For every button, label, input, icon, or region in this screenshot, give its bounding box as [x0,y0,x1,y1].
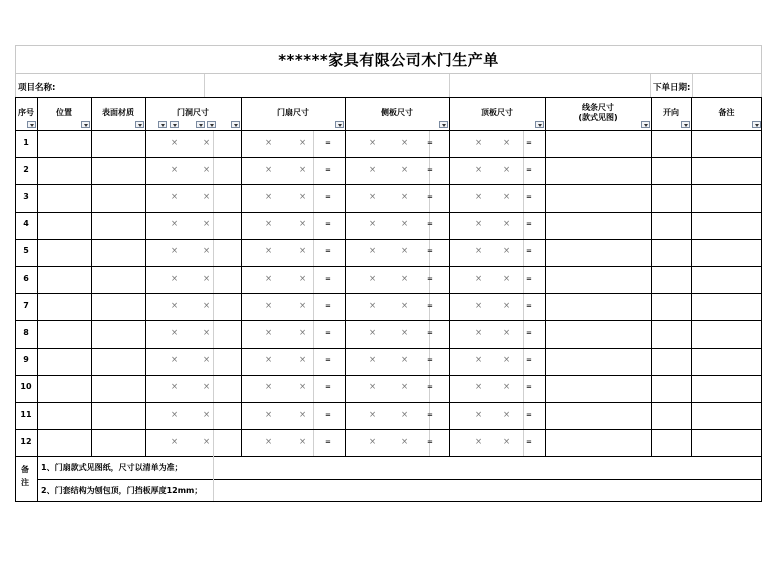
filter-dropdown-trim-size[interactable] [641,121,650,128]
times-symbol: × [503,192,511,202]
times-symbol: × [369,300,377,311]
times-symbol: × [171,382,179,393]
equals-symbol: = [325,356,331,365]
times-symbol: × [203,246,211,257]
row-number: 8 [23,328,29,337]
times-symbol: × [369,219,377,230]
times-symbol: × [503,164,511,175]
grid-hline [15,184,762,185]
times-symbol: × [475,137,483,148]
equals-symbol: = [325,220,331,229]
equals-symbol: = [427,193,433,201]
info-divider [692,74,693,97]
times-symbol: × [203,219,211,230]
equals-symbol: = [526,383,532,392]
row-number: 9 [23,355,29,365]
header-top-panel: 顶板尺寸 [481,108,513,117]
times-symbol: × [475,164,483,175]
times-symbol: × [265,137,273,148]
times-symbol: × [265,328,273,338]
times-symbol: × [265,436,273,447]
times-symbol: × [401,409,409,420]
times-symbol: × [401,219,409,230]
row-number: 1 [23,137,29,147]
times-symbol: × [299,192,307,202]
row-number: 5 [23,246,29,256]
times-symbol: × [171,328,179,338]
equals-symbol: = [526,301,532,310]
grid-hline [15,429,762,430]
header-position: 位置 [56,108,72,117]
header-side-panel: 侧板尺寸 [381,108,413,117]
filter-dropdown-seq[interactable] [27,121,36,128]
times-symbol: × [503,300,511,311]
times-symbol: × [299,355,307,366]
times-symbol: × [265,219,273,230]
grid-inner-line [213,456,214,501]
times-symbol: × [203,328,211,338]
times-symbol: × [299,328,307,338]
filter-dropdown-door-leaf[interactable] [335,121,344,128]
header-surface-material: 表面材质 [102,108,134,117]
row-number: 4 [23,219,29,229]
filter-dropdown-remarks[interactable] [752,121,761,128]
equals-symbol: = [427,383,433,392]
times-symbol: × [299,436,307,447]
times-symbol: × [265,246,273,257]
times-symbol: × [369,164,377,175]
equals-symbol: = [526,138,532,147]
grid-hline [15,293,762,294]
equals-symbol: = [526,437,532,446]
filter-dropdown-top-panel[interactable] [535,121,544,128]
times-symbol: × [369,382,377,393]
equals-symbol: = [427,165,433,174]
times-symbol: × [401,300,409,311]
times-symbol: × [475,382,483,393]
grid-hline [15,157,762,158]
grid-hline [15,320,762,321]
times-symbol: × [401,382,409,393]
times-symbol: × [171,137,179,148]
notes-label-2: 注 [21,478,29,488]
equals-symbol: = [427,138,433,147]
times-symbol: × [475,273,483,284]
order-table [15,97,762,501]
times-symbol: × [203,409,211,420]
times-symbol: × [203,355,211,366]
times-symbol: × [265,355,273,366]
header-seq: 序号 [18,108,34,117]
times-symbol: × [401,192,409,202]
equals-symbol: = [325,165,331,174]
times-symbol: × [203,164,211,175]
production-order-sheet [15,45,762,501]
filter-dropdown-opening-b[interactable] [170,121,179,128]
grid-hline [15,212,762,213]
times-symbol: × [475,355,483,366]
times-symbol: × [503,409,511,420]
times-symbol: × [401,355,409,366]
times-symbol: × [401,436,409,447]
times-symbol: × [265,409,273,420]
times-symbol: × [401,273,409,284]
grid-hline [15,239,762,240]
times-symbol: × [171,219,179,230]
times-symbol: × [369,273,377,284]
times-symbol: × [503,355,511,366]
times-symbol: × [299,246,307,257]
times-symbol: × [475,409,483,420]
times-symbol: × [299,382,307,393]
times-symbol: × [265,300,273,311]
grid-hline [15,266,762,267]
equals-symbol: = [526,329,532,337]
times-symbol: × [475,192,483,202]
document-title: ******家具有限公司木门生产单 [15,45,762,74]
times-symbol: × [171,409,179,420]
header-door-opening: 门洞尺寸 [177,108,209,117]
info-divider [204,74,205,97]
times-symbol: × [265,382,273,393]
equals-symbol: = [427,301,433,310]
times-symbol: × [401,328,409,338]
info-divider [650,74,651,97]
times-symbol: × [265,273,273,284]
note-1: 1、门扇款式见图纸，尺寸以清单为准； [41,463,183,473]
equals-symbol: = [427,356,433,365]
filter-dropdown-swing[interactable] [681,121,690,128]
times-symbol: × [475,328,483,338]
grid-hline [15,456,762,457]
equals-symbol: = [427,410,433,419]
equals-symbol: = [526,247,532,256]
times-symbol: × [401,164,409,175]
equals-symbol: = [526,193,532,201]
grid-hline [15,375,762,376]
header-trim-size-line2: (款式见图) [578,113,618,122]
equals-symbol: = [427,247,433,256]
times-symbol: × [503,137,511,148]
times-symbol: × [503,273,511,284]
times-symbol: × [171,436,179,447]
row-number: 7 [23,300,29,310]
info-divider [449,74,450,97]
grid-hline [15,402,762,403]
equals-symbol: = [427,220,433,229]
times-symbol: × [475,219,483,230]
filter-dropdown-position[interactable] [81,121,90,128]
header-remarks: 备注 [718,108,735,117]
project-name-label: 项目名称: [18,83,56,93]
equals-symbol: = [427,329,433,337]
notes-label-1: 备 [21,465,29,475]
row-number: 11 [20,409,32,419]
header-trim-size-line1: 线条尺寸 [582,103,614,112]
times-symbol: × [475,436,483,447]
times-symbol: × [171,355,179,366]
filter-dropdown-opening-d[interactable] [207,121,216,128]
row-number: 2 [23,164,29,174]
grid-hline [15,130,762,131]
equals-symbol: = [526,165,532,174]
equals-symbol: = [526,220,532,229]
times-symbol: × [401,137,409,148]
grid-hline [15,501,762,502]
times-symbol: × [171,246,179,257]
times-symbol: × [503,246,511,257]
header-door-leaf: 门扇尺寸 [277,108,309,117]
times-symbol: × [369,246,377,257]
times-symbol: × [369,436,377,447]
times-symbol: × [171,300,179,311]
row-number: 3 [23,192,29,201]
grid-hline [15,348,762,349]
equals-symbol: = [526,356,532,365]
times-symbol: × [503,328,511,338]
equals-symbol: = [325,193,331,201]
times-symbol: × [203,300,211,311]
grid-hline [37,479,762,480]
equals-symbol: = [427,274,433,283]
times-symbol: × [503,436,511,447]
times-symbol: × [369,328,377,338]
row-number: 12 [20,436,32,446]
times-symbol: × [369,355,377,366]
times-symbol: × [369,192,377,202]
times-symbol: × [299,273,307,284]
times-symbol: × [203,436,211,447]
times-symbol: × [299,300,307,311]
filter-dropdown-surface-material[interactable] [135,121,144,128]
equals-symbol: = [325,383,331,392]
order-date-label: 下单日期: [653,83,691,93]
times-symbol: × [203,273,211,284]
equals-symbol: = [526,410,532,419]
times-symbol: × [369,409,377,420]
times-symbol: × [475,300,483,311]
note-2: 2、门套结构为刨包顶，门挡板厚度12mm； [41,485,203,495]
times-symbol: × [369,137,377,148]
times-symbol: × [203,382,211,393]
header-trim-size [545,103,651,123]
times-symbol: × [401,246,409,257]
filter-dropdown-opening-c[interactable] [196,121,205,128]
times-symbol: × [265,192,273,202]
equals-symbol: = [427,437,433,446]
times-symbol: × [475,246,483,257]
filter-dropdown-side-panel[interactable] [439,121,448,128]
times-symbol: × [265,164,273,175]
times-symbol: × [171,273,179,284]
times-symbol: × [299,409,307,420]
filter-dropdown-opening-a[interactable] [158,121,167,128]
times-symbol: × [203,137,211,148]
info-row [15,74,762,97]
equals-symbol: = [325,138,331,147]
equals-symbol: = [325,329,331,337]
times-symbol: × [299,219,307,230]
times-symbol: × [299,164,307,175]
filter-dropdown-opening-e[interactable] [231,121,240,128]
times-symbol: × [171,192,179,202]
grid-hline [15,97,762,98]
times-symbol: × [503,382,511,393]
times-symbol: × [503,219,511,230]
row-number: 6 [23,273,29,283]
equals-symbol: = [325,274,331,283]
equals-symbol: = [325,437,331,446]
times-symbol: × [299,137,307,148]
equals-symbol: = [526,274,532,283]
times-symbol: × [203,192,211,202]
row-number: 10 [20,382,32,392]
equals-symbol: = [325,410,331,419]
times-symbol: × [171,164,179,175]
equals-symbol: = [325,301,331,310]
header-swing: 开向 [663,108,679,117]
equals-symbol: = [325,247,331,256]
